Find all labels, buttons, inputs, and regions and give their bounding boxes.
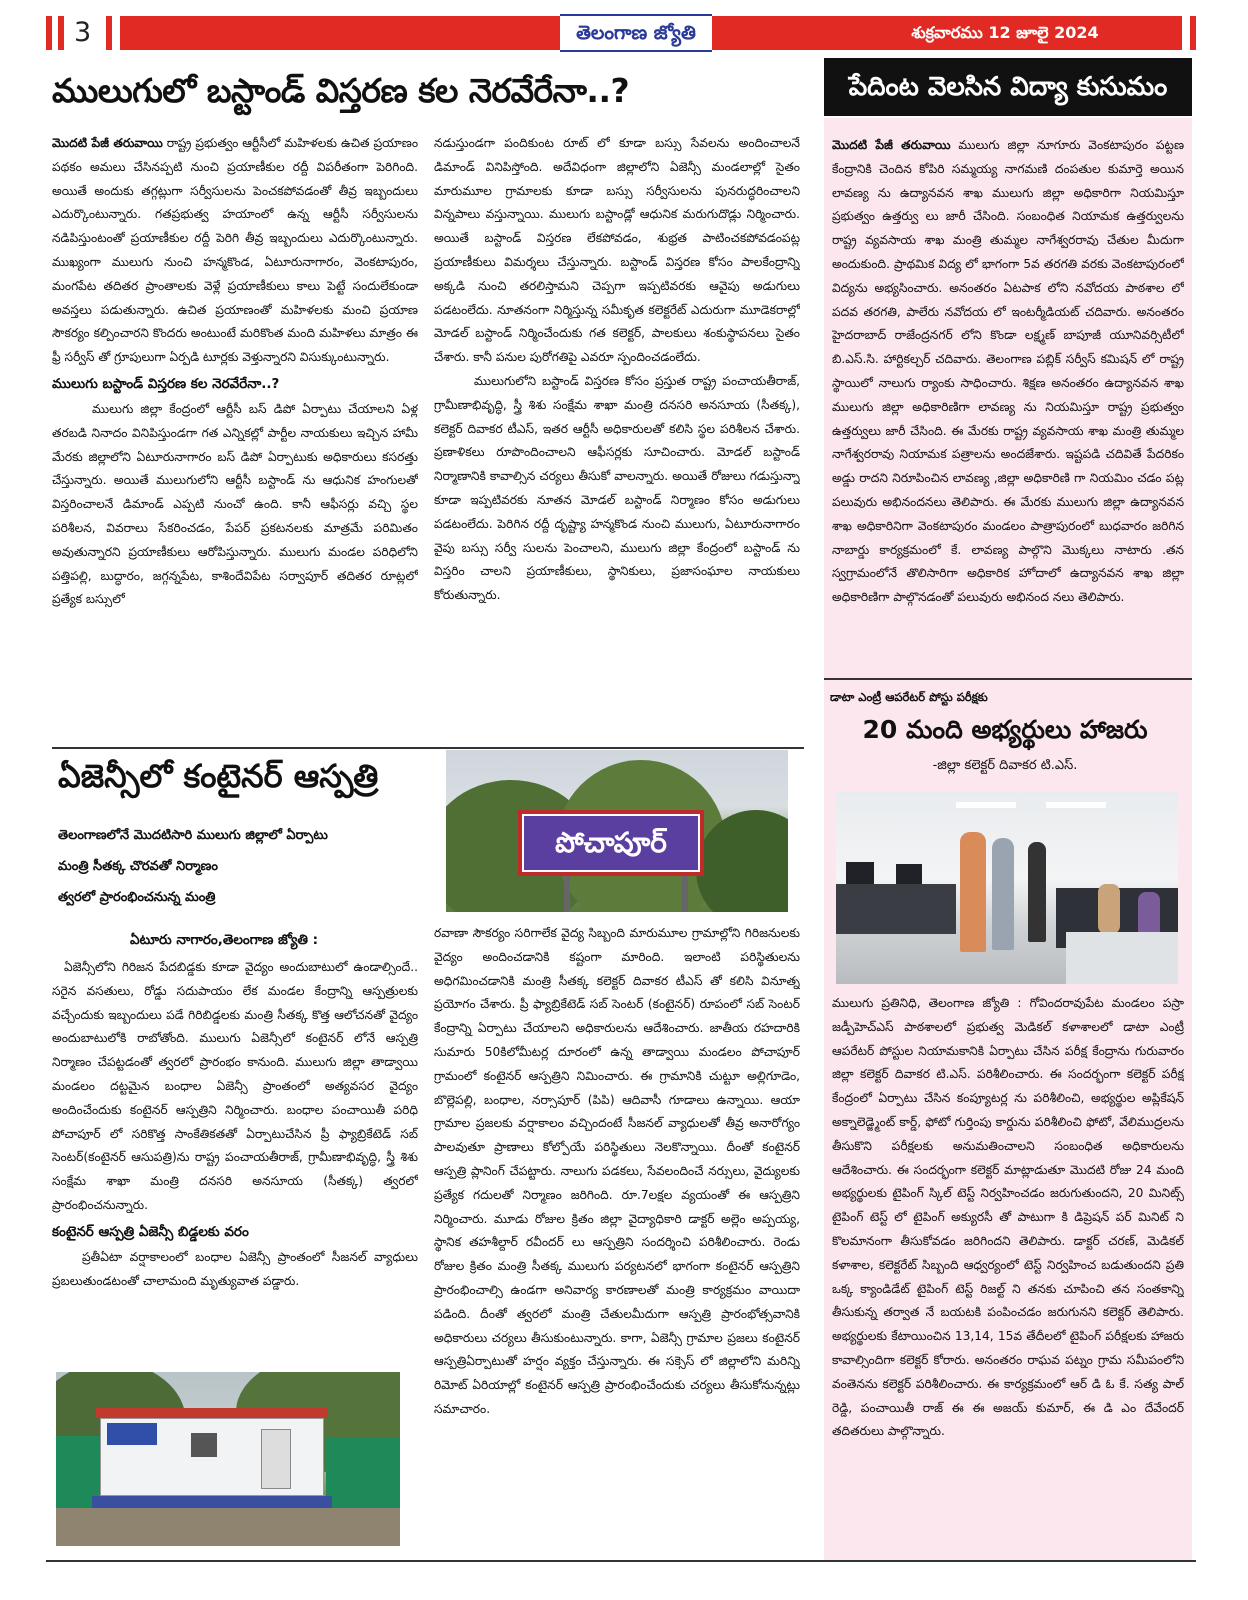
page-number: 3 — [74, 17, 92, 48]
container-platform — [92, 1496, 332, 1508]
article1-column-2 — [434, 132, 800, 738]
pochapur-sign-photo — [446, 750, 788, 912]
article1-col1-text: రాష్ట్ర ప్రభుత్వం ఆర్టీసీలో మహిళలకు ఉచిత ప్రయాణం పథకం అమలు చేసినప్పటి నుంచి ప్రయాణీకుల రద్దీ విపరీతంగా పెరిగింది. అయితే అందుకు తగ్గట్లుగా సర్వీసులను పెంచకపోవడంతో తీవ్ర ఇబ్బందులు ఎదుర్కొంటున్నారు. గతప్రభుత్వ హయాంలో ఉన్న ఆర్టీసీ సర్వీసులను నడిపిస్తుంటంతో ప్రయాణీకుల రద్దీ పెరిగి తీవ్ర ఇబ్బందులు ఎదుర్కొంటున్నారు. ముఖ్యంగా ములుగు నుంచి హన్మకొండ, ఏటూరునాగారం, వెంకటాపురం, మంగపేట తదితర ప్రాంతాలకు వెళ్లే ప్రయాణీకులు కాలు పెట్టే సందులేకుండా అవస్తలు పడుతున్నారు. ఉచిత ప్రయాణంతో మహిళలకు మంచి ప్రయాణ సౌకర్యం కల్పించారని కొందరు అంటుంటే మరికొంత మంది మహిళలు మాత్రం ఈ ఫ్రీ సర్వీస్ తో గ్రూపులుగా ఏర్పడి టూర్లకు వెళ్తున్నారని విసుక్కుంటున్నారు. — [52, 136, 418, 365]
sidebar2-text: ములుగు ప్రతినిధి, తెలంగాణ జ్యోతి : గోవిందరావుపేట మండలం పస్రా జడ్పీహెచ్ఎస్ పాఠశాలలో ప్రభుత్వ మెడికల్ కళాశాలలో డాటా ఎంట్రీ ఆపరేటర్ పోస్టుల నియామకానికి ఏర్పాటు చేసిన పరీక్ష కేంద్రాను గురువారం జిల్లా కలెక్టర్ దివాకర టి.ఎస్. పరిశీలించారు. ఈ సందర్భంగా కలెక్టర్ పరీక్ష కేంద్రంలో ఏర్పాటు చేసిన కంప్యూటర్ల ను పరిశీలించి, అభ్యర్థుల అప్లికేషన్ అక్నాలెడ్జ్మెంట్ కార్డ్, ఫోటో గుర్తింపు కార్డును పరిశీలించి ఫోటో, వేలిముద్రలను తీసుకొని పరీక్షలకు అనుమతించాలని సంబంధిత అధికారులను ఆదేశించారు. ఈ సందర్భంగా కలెక్టర్ మాట్లాడుతూ మొదటి రోజు 24 మంది అభ్యర్థులకు టైపింగ్ స్కిల్ టెస్ట్ నిర్వహించడం జరుగుతుందని, 20 మినిట్స్ టైపింగ్ టెస్ట్ లో టైపింగ్ అక్యురసీ తో పాటుగా కి డిప్రెషన్ పర్ మినిట్ ని కొలమానంగా తీసుకోవడం జరిగిందని తెలిపారు. డాక్టర్ చరణ్, మెడికల్ కళాశాల, కలెక్టరేట్ సిబ్బంది ఆధ్వర్యంలో టెస్ట్ నిర్వహించ బడుతుందని ప్రతి ఒక్క క్యాండిడేట్ టైపింగ్ టెస్ట్ రిజల్ట్ ని తనకు చూపించి తన సంతకాన్ని తీసుకున్న తర్వాత నే బయటకి పంపించడం జరుగునని కలెక్టర్ తెలిపారు. అభ్యర్థులకు కేటాయించిన 13,14, 15వ తేదీలలో టైపింగ్ పరీక్షలకు హాజరు కావాల్సిందిగా కలెక్టర్ కోరారు. అనంతరం రాఘవ పట్నం గ్రామ సమీపంలోని వంతెనను కలెక్టర్ పరిశీలించారు. ఈ కార్యక్రమంలో ఆర్ డి ఓ కే. సత్య పాల్ రెడ్డి, పంచాయితీ రాజ్ ఈ ఈ అజయ్ కుమార్, ఈ డి ఎం దేవేందర్ తదితరులు పాల్గొన్నారు. — [832, 996, 1184, 1439]
issue-date: శుక్రవారము 12 జూలై 2024 — [911, 23, 1099, 42]
article1-column-1 — [52, 132, 418, 738]
article1-col2-text: నడుస్తుండగా పందికుంట రూట్ లో కూడా బస్సు సేవలను అందించాలనే డిమాండ్ వినిపిస్తోంది. అదేవిధంగా జిల్లాలోని ఏజెన్సీ మండలాల్లో సైతం మారుమూల గ్రామాలకు కూడా బస్సు సర్వీసులను పునరుద్ధరించాలని విన్నపాలు వస్తున్నాయి. ములుగు బస్టాండ్లో ఆధునిక మరుగుదొడ్లు నిర్మించారు. అయితే బస్టాండ్ విస్తరణ లేకపోవడం, శుభ్రత పాటించకపోవడంపట్ల ప్రయాణీకులు విమర్శలు చేస్తున్నారు. బస్టాండ్ విస్తరణ కోసం పాలకేంద్రాన్ని అక్కడి నుంచి తరలిస్తామని చెప్పగా ఇప్పటివరకు ఆవైపు అడుగులు పడటంలేదు. నూతనంగా నిర్మిస్తున్న సమీకృత కలెక్టరేట్ ఎదురుగా మూడెకరాల్లో మోడల్ బస్టాండ్ నిర్మించేందుకు గత కలెక్టర్, పాలకులు శంకుస్థాపనలు సైతం చేశారు. కానీ పనుల పురోగతిపై ఎవరూ స్పందించడంలేదు. — [434, 136, 800, 365]
masthead-stripe-right — [1190, 16, 1196, 50]
person-standing-3 — [1028, 842, 1046, 942]
sidebar2-byline: -జిల్లా కలెక్టర్ దివాకర టి.ఎస్. — [932, 758, 1078, 773]
page-bottom-rule — [46, 1560, 1196, 1562]
exam-hall-photo — [836, 792, 1178, 984]
computer-row-left — [836, 884, 956, 934]
container-hospital-photo — [56, 1372, 400, 1546]
sidebar2-kicker: డాటా ఎంట్రీ ఆపరేటర్ పోస్టు పరీక్షకు — [830, 690, 988, 704]
article2-column-1 — [52, 956, 418, 1368]
highlight-3: త్వరలో ప్రారంభించనున్న మంత్రి — [58, 890, 216, 905]
article2-col2-text: రవాణా సౌకర్యం సరిగాలేక వైద్య సిబ్బంది మారుమూల గ్రామాల్లోని గిరిజనులకు వైద్యం అందించడానికి కష్టంగా మారింది. ఇలాంటి పరిస్థితులను అధిగమించడానికి మంత్రి సీతక్క కలెక్టర్ దివాకర టీఎస్ తో కలిసి వినూత్న ప్రయోగం చేశారు. ప్రీ ఫ్యాబ్రికేటెడ్ సబ్ సెంటర్ (కంటైనర్) రూపంలో సబ్ సెంటర్ కేంద్రాన్ని ఏర్పాటు చేయాలని అధికారులను ఆదేశించారు. జాతీయ రహదారికి సుమారు 50కిలోమీటర్ల దూరంలో ఉన్న తాడ్వాయి మండలం పోచాపూర్ గ్రామంలో కంటైనర్ ఆస్పత్రిని నిమించారు. ఈ గ్రామానికి చుట్టూ అల్లిగూడెం, బొల్లెపల్లి, బంధాల, నర్సాపూర్ (పిపి) ఆదివాసీ గూడాలు ఉన్నాయి. ఆయా గ్రామాల ప్రజలకు వర్షాకాలం వచ్చిందంటే సీజనల్ వ్యాధులతో తీవ్ర అనారోగ్యం పాలవుతూ ప్రాణాలు కోల్పోయే పరిస్థితులు నెలకొన్నాయి. దీంతో కంటైనర్ ఆస్పత్రి ప్లానింగ్ చేపట్టారు. నాలుగు పడకలు, సేవలందించే నర్సులు, వైద్యులకు ప్రత్యేక గదులతో నిర్మాణం జరిగింది. రూ.7లక్షల వ్యయంతో ఈ ఆస్పత్రిని నిర్మించారు. మూడు రోజుల క్రితం జిల్లా వైద్యాధికారి డాక్టర్ అల్లెం అప్పయ్య, స్థానిక తహశీల్దార్ రవీందర్ లు ఆస్పత్రిని సందర్శించి పరిశీలించారు. రెండు రోజుల క్రితం మంత్రి సీతక్క ములుగు పర్యటనలో భాగంగా కంటైనర్ ఆస్పత్రిని ప్రారంభించాల్సి ఉండగా అనివార్య కారణాలతో మంత్రి కార్యక్రమం వాయిదా పడింది. దీంతో త్వరలో మంత్రి చేతులమీదుగా ఆస్పత్రి ప్రారంభోత్సవానికి అధికారులు చర్యలు తీసుకుంటున్నారు. కాగా, ఏజెన్సీ గ్రామాల ప్రజలు కంటైనర్ ఆస్పత్రిఏర్పాటుతో హర్షం వ్యక్తం చేస్తున్నారు. ఈ సక్సెస్ లో జిల్లాలోని మరిన్ని రిమోట్ ఏరియాల్లో కంటైనర్ ఆస్పత్రి ప్రారంభించేందుకు చర్యలు తీసుకోనున్నట్లు సమాచారం. — [434, 926, 800, 1416]
sidebar1-headline-box — [824, 58, 1192, 116]
article1-col2-text2: ములుగులోని బస్టాండ్ విస్తరణ కోసం ప్రస్తుత రాష్ట్ర పంచాయతీరాజ్, గ్రామీణాభివృద్ధి, స్త్రీ శిశు సంక్షేమ శాఖా మంత్రి దనసరి అనసూయ (సీతక్క), కలెక్టర్ దివాకర టీఎస్, ఇతర ఆర్టీసీ అధికారులతో కలిసి స్థల పరిశీలన చేశారు. ప్రణాళికలు రూపొందించాలని ఆఫీసర్లకు సూచించారు. మోడల్ బస్టాండ్ నిర్మాణానికి కావాల్సిన చర్యలు తీసుకో వాలన్నారు. అయితే రోజులు గడుస్తున్నా కూడా ఇప్పటివరకు నూతన మోడల్ బస్టాండ్ నిర్మాణం కోసం అడుగులు పడటంలేదు. పెరిగిన రద్దీ దృష్ట్యా హన్మకొండ నుంచి ములుగు, ఏటూరునాగారం వైపు బస్సు సర్వీ సులను పెంచాలని, ములుగు జిల్లా కేంద్రంలో బస్టాండ్ ను విస్తరిం చాలని ప్రయాణీకులు, స్థానికులు, ప్రజాసంఘాల నాయకులు కోరుతున్నారు. — [434, 373, 800, 603]
article1-subhead: ములుగు బస్టాండ్ విస్తరణ కల నెరవేరేనా..? — [52, 375, 280, 392]
monitor-left-2 — [896, 864, 922, 884]
person-standing-1 — [960, 832, 986, 952]
container-body — [100, 1418, 324, 1496]
article2-col1-text: ఏజెన్సీలోని గిరిజన పేదబిడ్డకు కూడా వైద్యం అందుబాటులో ఉండాల్సిందే.. సరైన వసతులు, రోడ్డు సదుపాయం లేక మండల కేంద్రాన్ని ఆస్పత్రులకు వచ్చేందుకు ఇబ్బందులు పడే గిరిబిడ్డలకు మంత్రి సీతక్క కొత్త ఆలోచనతో వైద్యం అందుబాటులోకి రాబోతోంది. ములుగు ఏజెన్సీలో కంటైనర్ లోనే ఆస్పత్రి నిర్మాణం చేపట్టడంతో త్వరలో ప్రారంభం కానుంది. ములుగు జిల్లా తాడ్వాయి మండలం దట్టమైన బంధాల ఏజెన్సీ ప్రాంతంలో అత్యవసర వైద్యం అందించేందుకు కంటైనర్ ఆస్పత్రిని నిర్మించారు. బంధాల పంచాయితీ పరిధి పోచాపూర్ లో సరికొత్త సాంకేతికతతో ఏర్పాటుచేసిన ప్రీ ఫ్యాబ్రికేటెడ్ సబ్ సెంటర్(కంటైనర్ ఆసుపత్రి)ను రాష్ట్ర పంచాయతీరాజ్, గ్రామీణాభివృద్ధి, స్త్రీ శిశు సంక్షేమ శాఖా మంత్రి దనసరి అనసూయ (సీతక్క) త్వరలో ప్రారంభించనున్నారు. — [52, 960, 418, 1212]
masthead — [0, 0, 1248, 60]
sidebar1-body — [832, 134, 1184, 670]
sidebar-divider — [824, 678, 1192, 680]
container-sign — [107, 1423, 157, 1445]
sidebar1-text: ములుగు జిల్లా నూగూరు వెంకటాపురం పట్టణ కేంద్రానికి చెందిన కోపిరి సమ్మయ్య నాగమణి దంపతుల కుమార్తె అయిన లావణ్య ను ఉద్యానవన శాఖ ములుగు జిల్లా అధికారిగా నియమిస్తూ ప్రభుత్వం ఉత్తర్వు లు జారీ చేసింది. సంబంధిత నియామక ఉత్తర్వులను రాష్ట్ర వ్యవసాయ శాఖ మంత్రి తుమ్మల నాగేశ్వరరావు చేతుల మీదుగా అందుకుంది. ప్రాథమిక విద్య లో భాగంగా 5వ తరగతి వరకు వెంకటాపురంలో విద్యను అభ్యసించారు. అనంతరం ఏటపాక లోని నవోదయ పాఠశాల లో పదవ తరగతి, పాలేరు నవోదయ లో ఇంటర్మీడియట్ చదివారు. అనంతరం హైదరాబాద్ రాజేంద్రనగర్ లోని కొండా లక్ష్మణ్ బాపూజీ యూనివర్సిటీలో బి.ఎస్.సి. హార్టికల్చర్ చదివారు. తెలంగాణ పబ్లిక్ సర్వీస్ కమిషన్ లో రాష్ట్ర స్థాయిలో నాలుగు ర్యాంకు సాధించారు. శిక్షణ అనంతరం ఉద్యానవన శాఖ ములుగు జిల్లా అధికారిణిగా లావణ్య ను నియమిస్తూ రాష్ట్ర ప్రభుత్వం ఉత్తర్వులు జారీ చేసింది. ఈ మేరకు రాష్ట్ర వ్యవసాయ శాఖ మంత్రి తుమ్మల నాగేశ్వరరావు నియామక పత్రాలను అందజేశారు. ఇష్టపడి చదివితే పేదరికం అడ్డు రాదని నిరూపించిన లావణ్య ,జిల్లా అధికారిణి గా నియమిం చడం పట్ల పలువురు అభినందనలు తెలిపారు. ఈ మేరకు ములుగు జిల్లా ఉద్యానవన శాఖ అధికారినిగా వెంకటాపురం మండలం పాత్రాపురంలో బుధవారం జరిగిన నాబార్డు కార్యక్రమంలో కే. లావణ్య పాల్గొని మొక్కలు నాటారు .తన స్వగ్రామంలోనే తొలిసారిగా అధికారిక హోదాలో ఉద్యానవన శాఖ జిల్లా అధికారిణిగా పాల్గొనడంతో పలువురు అభినంద నలు తెలిపారు. — [832, 138, 1184, 605]
container-door — [261, 1429, 291, 1489]
sidebar2-body — [832, 992, 1184, 1554]
container-window — [191, 1433, 217, 1457]
article1-headline: ములుగులో బస్టాండ్ విస్తరణ కల నెరవేరేనా..? — [52, 71, 630, 110]
article1-lead: మొదటి పేజీ తరువాయి — [52, 136, 163, 150]
article2-column-2 — [434, 922, 800, 1554]
sidebar1-lead: మొదటి పేజీ తరువాయి — [832, 138, 951, 152]
ceiling-light-1 — [956, 802, 1016, 808]
ceiling-light-2 — [1046, 802, 1106, 808]
green-fence-right — [326, 1438, 400, 1514]
sign-board — [518, 810, 704, 876]
candidate-seated-1 — [1098, 884, 1120, 934]
article-divider — [52, 747, 804, 749]
sidebar1-headline: పేదింట వెలసిన విద్యా కుసుమం — [848, 72, 1168, 102]
sign-text: పోచాపూర్ — [555, 826, 667, 859]
article2-subhead: కంటైనర్ ఆస్పత్రి ఏజెన్సీ బిడ్డలకు వరం — [52, 1223, 249, 1240]
article2-headline: ఏజెన్సీలో కంటైనర్ ఆస్పత్రి — [58, 757, 379, 795]
highlight-2: మంత్రి సీతక్క చొరవతో నిర్మాణం — [58, 859, 218, 874]
highlight-1: తెలంగాణలోనే మొదటిసారి ములుగు జిల్లాలో ఏర్పాటు — [58, 828, 328, 843]
masthead-stripe-left-2 — [58, 16, 64, 50]
article1-col1-text2: ములుగు జిల్లా కేంద్రంలో ఆర్టీసీ బస్ డిపో ఏర్పాటు చేయాలని ఏళ్ల తరబడి నినాదం వినిపిస్తుండగా గత ఎన్నికల్లో పార్టీల నాయకులు ఇచ్చిన హామీ మేరకు జిల్లాలోని ఏటూరునాగారం బస్ డిపో ఏర్పాటుకు అధికారులు కసరత్తు చేస్తున్నారు. అయితే ములుగులోని ఆర్టీసీ బస్టాండ్ ను ఆధునిక హంగులతో విస్తరించాలనే డిమాండ్ ఎప్పటి నుంచో ఉంది. కానీ ఆఫీసర్లు వచ్చి స్థల పరిశీలన, వివరాలు సేకరించడం, పేపర్ ప్రకటనలకు మాత్రమే పరిమితం అవుతున్నారని ప్రయాణీకులు ఆరోపిస్తున్నారు. ములుగు మండల పరిధిలోని పత్తిపల్లి, బుద్ధారం, జగ్గన్నపేట, కాశిందేవిపేట సర్వాపూర్ తదితర రూట్లలో ప్రత్యేక బస్సులో — [52, 401, 418, 607]
chair-covers — [1066, 932, 1178, 984]
article2-highlights — [58, 820, 438, 916]
monitor-left-1 — [846, 862, 874, 884]
person-standing-2 — [992, 838, 1014, 950]
container-roof — [96, 1408, 328, 1418]
masthead-stripe-left-1 — [46, 16, 52, 50]
paper-name-logo: తెలంగాణ జ్యోతి — [560, 14, 712, 52]
article2-col1-text2: ప్రతీఏటా వర్షాకాలంలో బంధాల ఏజెన్సీ ప్రాంతంలో సీజనల్ వ్యాధులు ప్రబలుతుండటంతో చాలామంది మృత్యువాత పడ్డారు. — [52, 1249, 418, 1288]
ground — [56, 1508, 400, 1546]
sidebar2-headline: 20 మంది అభ్యర్థులు హాజరు — [862, 715, 1148, 744]
masthead-stripe-left-3 — [106, 16, 112, 50]
article2-dateline: ఏటూరు నాగారం,తెలంగాణ జ్యోతి : — [130, 932, 319, 948]
